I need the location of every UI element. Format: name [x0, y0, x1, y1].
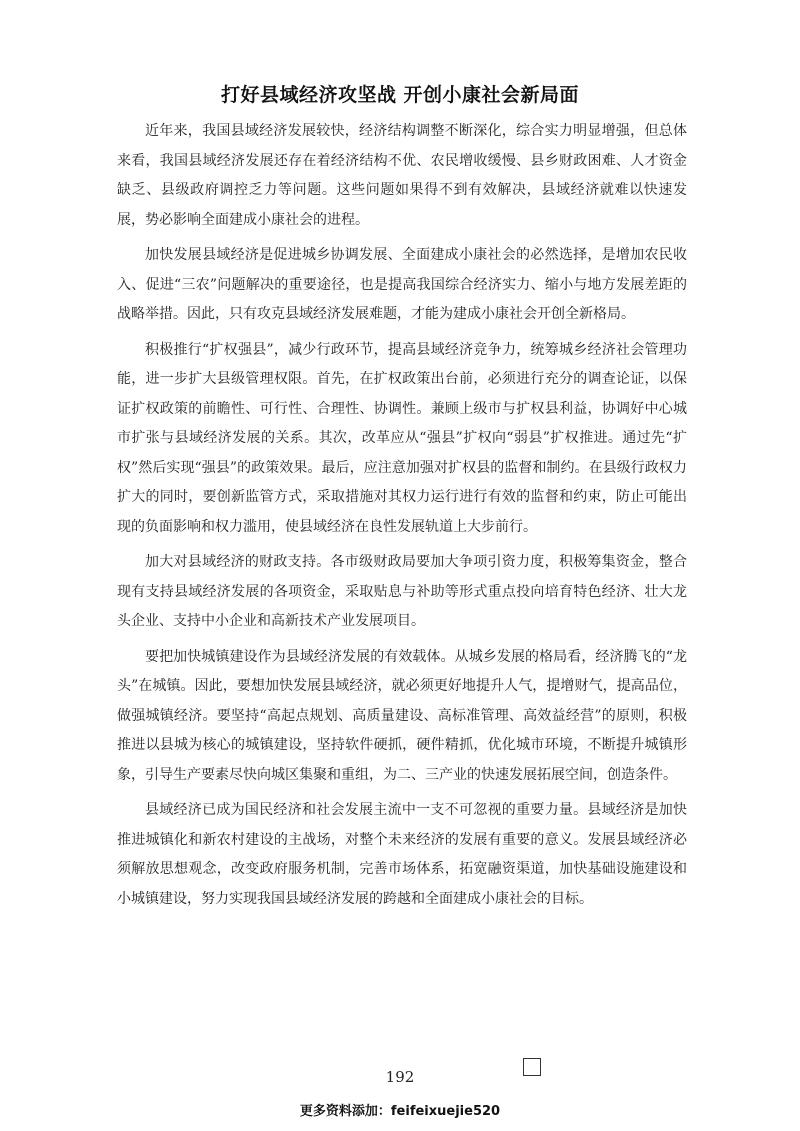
paragraph-3: 积极推行“扩权强县”，减少行政环节，提高县域经济竞争力，统筹城乡经济社会管理功能，进一步扩大县级管理权限。首先，在扩权政策出台前，必须进行充分的调查论证，以保证扩权政策的前瞻性、可行性、合理性、协调性。兼顾上级市与扩权县利益，协调好中心城市扩张与县域经济发展的关系。其次，改革应从“强县”扩权向“弱县”扩权推进。通过先“扩权”然后实现“强县”的政策效果。最后，应注意加强对扩权县的监督和制约。在县级行政权力扩大的同时，要创新监管方式，采取措施对其权力运行进行有效的监督和约束，防止可能出现的负面影响和权力滥用，使县域经济在良性发展轨道上大步前行。 [117, 341, 687, 535]
paragraph-4: 加大对县域经济的财政支持。各市级财政局要加大争项引资力度，积极筹集资金，整合现有支持县域经济发展的各项资金，采取贴息与补助等形式重点投向培育特色经济、壮大龙头企业、支持中小企业和高新技术产业发展项目。 [117, 554, 687, 629]
footer-note: 更多资料添加：feifeixuejie520 [299, 1104, 501, 1119]
paragraph-2: 加快发展县域经济是促进城乡协调发展、全面建成小康社会的必然选择，是增加农民收入、促进“三农”问题解决的重要途径，也是提高我国综合经济实力、缩小与地方发展差距的战略举措。因此，只有攻克县域经济发展难题，才能为建成小康社会开创全新格局。 [117, 247, 687, 322]
paragraph-5: 要把加快城镇建设作为县域经济发展的有效载体。从城乡发展的格局看，经济腾飞的“龙头”在城镇。因此，要想加快发展县域经济，就必须更好地提升人气，提增财气，提高品位，做强城镇经济。要坚持“高起点规划、高质量建设、高标准管理、高效益经营”的原则，积极推进以县城为核心的城镇建设，坚持软件硬抓，硬件精抓，优化城市环境，不断提升城镇形象，引导生产要素尽快向城区集聚和重组，为二、三产业的快速发展拓展空间，创造条件。 [117, 648, 687, 783]
paragraph-1: 近年来，我国县域经济发展较快，经济结构调整不断深化，综合实力明显增强，但总体来看，我国县域经济发展还存在着经济结构不优、农民增收缓慢、县乡财政困难、人才资金缺乏、县级政府调控乏力等问题。这些问题如果得不到有效解决，县域经济就难以快速发展，势必影响全面建成小康社会的进程。 [117, 123, 687, 228]
document-body [117, 117, 687, 920]
document-title: 打好县域经济攻坚战 开创小康社会新局面 [220, 84, 580, 106]
page-number: 192 [385, 1068, 415, 1086]
paragraph-6: 县域经济已成为国民经济和社会发展主流中一支不可忽视的重要力量。县域经济是加快推进城镇化和新农村建设的主战场，对整个未来经济的发展有重要的意义。发展县域经济必须解放思想观念，改变政府服务机制，完善市场体系，拓宽融资渠道，加快基础设施建设和小城镇建设，努力实现我国县域经济发展的跨越和全面建成小康社会的目标。 [117, 802, 687, 907]
